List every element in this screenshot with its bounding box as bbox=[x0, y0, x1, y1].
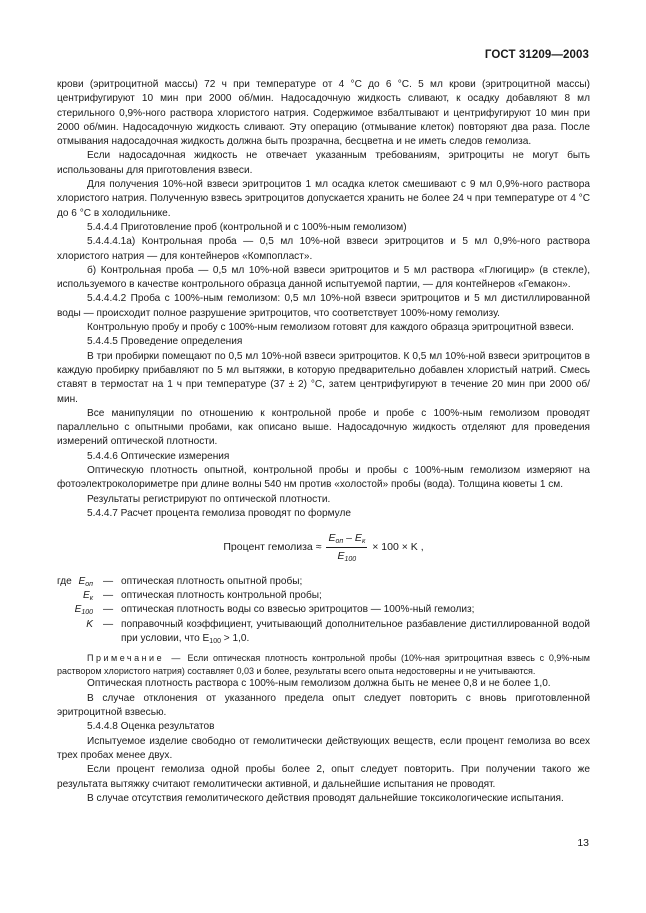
note bbox=[57, 652, 590, 677]
formula-symbol: E bbox=[328, 532, 336, 545]
paragraph: 5.4.4.4.1а) Контрольная проба — 0,5 мл 10%-ной взвеси эритроцитов и 5 мл 0,9%-ного раствора хлористого натрия — для контейнеров «Компопласт». bbox=[57, 236, 590, 262]
section-heading: 5.4.4.6 Оптические измерения bbox=[87, 450, 230, 462]
legend-symbol: $E_к$ bbox=[82, 590, 93, 603]
legend-row bbox=[57, 618, 590, 647]
paragraph: В случае отсутствия гемолитического действия проводят дальнейшие токсикологические испытания. bbox=[87, 792, 564, 804]
paragraph: Контрольную пробу и пробу с 100%-ным гемолизом готовят для каждого образца эритроцитной взвеси. bbox=[87, 322, 574, 334]
legend-symbol: K bbox=[86, 618, 93, 630]
formula-symbol: E bbox=[354, 532, 362, 545]
paragraph: Для получения 10%-ной взвеси эритроцитов 1 мл осадка клеток смешивают с 9 мл 0,9%-ного раствора хлористого натрия. Полученную взвесь эритроцитов допускается хранить не более 24 ч при температуре от 4 °С до 6 °С в холодильнике. bbox=[57, 179, 590, 219]
legend-text: поправочный коэффициент, учитывающий дополнительное разбавление дистиллированной водой при условии, что $E_{100} > 1,0$. bbox=[121, 618, 590, 645]
paragraph: Если процент гемолиза одной пробы более 2, опыт следует повторить. При получении такого же результата вытяжку считают гемолитически активной, и дальнейшие испытания не проводят. bbox=[57, 764, 590, 790]
paragraph: Испытуемое изделие свободно от гемолитически действующих веществ, если процент гемолиза во всех трех пробах менее двух. bbox=[57, 735, 590, 761]
formula-operator: – bbox=[343, 532, 355, 545]
note-label: Примечание — bbox=[87, 653, 183, 664]
formula-subscript: оп bbox=[335, 538, 344, 546]
formula-rhs: × 100 × K , bbox=[372, 540, 424, 553]
paragraph: 5.4.4.4.2 Проба с 100%-ным гемолизом: 0,5 мл 10%-ной взвеси эритроцитов и 5 мл дистиллированной воды — происходит полное разрушение эритроцитов, что соответствует 100%-ному гемолизу. bbox=[57, 293, 590, 319]
paragraph: В три пробирки помещают по 0,5 мл 10%-ной взвеси эритроцитов. К 0,5 мл 10%-ной взвеси эритроцитов в каждую пробирку прибавляют по 5 мл вытяжки, в которую предварительно добавлен хлористый натрий. Смесь ставят в термостат на 1 ч при температуре (37 ± 2) °С, затем центрифугируют в течение 20 мин при 2000 об/мин. bbox=[57, 350, 590, 405]
paragraph: Если надосадочная жидкость не отвечает указанным требованиям, эритроциты не могут быть использованы для приготовления взвеси. bbox=[57, 150, 590, 176]
legend-text: оптическая плотность воды со взвесью эритроцитов — 100%-ный гемолиз; bbox=[121, 604, 475, 616]
formula-symbol: E bbox=[337, 549, 345, 562]
section-heading: 5.4.4.5 Проведение определения bbox=[87, 336, 243, 348]
legend-where: где bbox=[57, 575, 72, 587]
formula-numerator bbox=[326, 531, 367, 547]
legend-dash: — bbox=[103, 604, 114, 616]
formula-legend bbox=[57, 575, 590, 646]
document-body bbox=[57, 78, 590, 806]
legend-text: оптическая плотность контрольной пробы; bbox=[121, 590, 322, 602]
legend-symbol: $E_{оп}$ bbox=[78, 575, 93, 588]
paragraph: В случае отклонения от указанного предела опыт следует повторить с вновь приготовленной эритроцитной взвесью. bbox=[57, 692, 590, 719]
paragraph: б) Контрольная проба — 0,5 мл 10%-ной взвеси эритроцитов и 5 мл раствора «Глюгицир» (в стекле), используемого в качестве контрольного образца данной испытуемой партии, — для контейнеров «Гемакон». bbox=[57, 264, 590, 291]
legend-row bbox=[57, 603, 590, 617]
formula-lhs: Процент гемолиза ≈ bbox=[223, 540, 322, 553]
paragraph: крови (эритроцитной массы) 72 ч при температуре от 4 °С до 6 °С. 5 мл крови (эритроцитной массы) центрифугируют 10 мин при 2000 об/мин. Надосадочную жидкость сливают, к осадку добавляют 8 мл стерильного 0,9%-ного раствора хлористого натрия. Содержимое взбалтывают и центрифугируют 10 мин при 2000 об/мин. Надосадочную жидкость сливают. Эту операцию (отмывание клеток) повторяют два раза. После отмывания надосадочная жидкость должна быть прозрачна, бесцветна и не иметь следов гемолиза. bbox=[57, 79, 590, 148]
paragraph: Оптическая плотность раствора с 100%-ным гемолизом должна быть не менее 0,8 и не более 1,0. bbox=[87, 678, 551, 690]
formula-subscript: к bbox=[361, 538, 366, 546]
formula-denominator bbox=[338, 548, 357, 563]
hemolysis-formula bbox=[57, 531, 590, 563]
paragraph: Оптическую плотность опытной, контрольной пробы и пробы с 100%-ным гемолизом измеряют на фотоэлектроколориметре при длине волны 540 нм против «холостой» пробы (вода). Толщина кюветы 1 см. bbox=[57, 465, 590, 491]
formula-fraction bbox=[326, 531, 367, 563]
legend-dash: — bbox=[103, 590, 114, 602]
standard-header: ГОСТ 31209—2003 bbox=[484, 49, 589, 61]
section-heading: 5.4.4.4 Приготовление проб (контрольной и с 100%-ным гемолизом) bbox=[87, 221, 407, 233]
legend-row bbox=[57, 589, 590, 603]
paragraph: Результаты регистрируют по оптической плотности. bbox=[87, 493, 331, 505]
formula-subscript: 100 bbox=[344, 555, 357, 563]
legend-row bbox=[57, 575, 590, 589]
page-number: 13 bbox=[577, 837, 589, 849]
legend-symbol: $E_{100}$ bbox=[74, 604, 93, 617]
note-text: Если оптическая плотность контрольной пробы (10%-ная эритроцитная взвесь с 0,9%-ным раствором хлористого натрия) составляет 0,03 и более, результаты всего опыта недостоверны и не учитываются. bbox=[57, 653, 590, 676]
legend-dash: — bbox=[103, 618, 114, 630]
legend-text: оптическая плотность опытной пробы; bbox=[121, 575, 303, 587]
legend-dash: — bbox=[103, 575, 114, 587]
section-heading: 5.4.4.7 Расчет процента гемолиза проводят по формуле bbox=[87, 507, 351, 519]
paragraph: Все манипуляции по отношению к контрольной пробе и пробе с 100%-ным гемолизом проводят параллельно с опытными пробами, как описано выше. Надосадочную жидкость отделяют для проведения измерений оптической плотности. bbox=[57, 407, 590, 448]
section-heading: 5.4.4.8 Оценка результатов bbox=[87, 721, 215, 733]
